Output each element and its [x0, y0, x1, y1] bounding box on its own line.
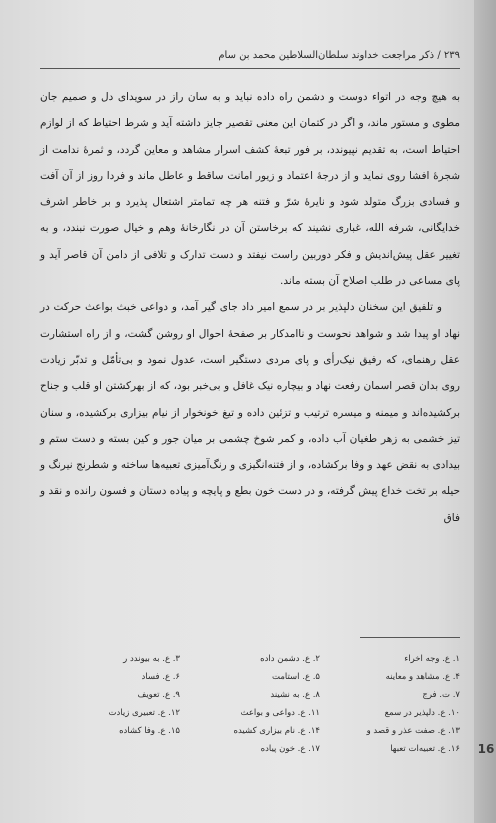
- header-rule: [40, 68, 460, 69]
- footnote: ۱۲. ع. تعبیری زیادت: [108, 708, 180, 718]
- footnote-row: [40, 686, 460, 704]
- footnote: ۱۳. ع. صفت عذر و قصد و: [366, 726, 460, 736]
- footnote: ۱۴. ع. نام بیزاری کشیده: [233, 726, 320, 736]
- footnote: ۱۵. ع. وفا کشاده: [119, 726, 180, 736]
- footnote: ۳. ع. به بیوندد ر: [123, 654, 180, 664]
- footnote: ۲. ع. دشمن داده: [260, 654, 320, 664]
- footnote-row: [40, 668, 460, 686]
- footnote-rule: [360, 637, 460, 638]
- body-text: [40, 84, 460, 531]
- footnote: ۷. ت. فرج: [422, 690, 460, 700]
- footnote: [40, 740, 180, 758]
- page-edge: [474, 0, 496, 823]
- footnote: ۸. ع. به نشیند: [270, 690, 320, 700]
- footnote-row: [40, 650, 460, 668]
- page-number: 16: [477, 742, 495, 756]
- footnote: ۱۱. ع. دواعی و بواعث: [240, 708, 320, 718]
- footnote: ۱. ع. وجه اخراء: [404, 654, 460, 664]
- footnote: ۱۰. ع. دلپذیر در سمع: [384, 708, 460, 718]
- footnote: ۴. ع. مشاهد و معاینه: [385, 672, 460, 682]
- footnotes: [40, 650, 460, 758]
- footnote-row: [40, 722, 460, 740]
- footnote: ۱۷. ع. خون پیاده: [260, 744, 320, 754]
- running-header: ۲۳۹ / ذکر مراجعت خداوند سلطان‌السلاطین محمد بن سام: [218, 50, 460, 61]
- footnote: ۱۶. ع. تعبیه‌ات تعبها: [390, 744, 460, 754]
- footnote-row: [40, 740, 460, 758]
- footnote: ۵. ع. استامت: [272, 672, 320, 682]
- paragraph: و تلفیق این سخنان دلپذیر بر در سمع امیر داد جای گیر آمد، و دواعی خبث بواعث حرکت در نهاد او پیدا شد و شواهد نحوست و ناامدکار بر صفحهٔ احوال او روشن گشت، و از راه استشارت عقل رهنمای، که رفیق نیک‌رأی و پای مردی دستگیر است، عدول نمود و بی‌تأمّل و تدبّر زیادت روی بدان قصر اسمان رفعت نهاد و بیچاره نیک غافل و بی‌خبر بود، که از بهرکشتن او قلب و جناح برکشیده‌اند و میمنه و میسره ترتیب و تزئین داده و تیغ خونخوار از نیام بیزاری برکشیده، و سنان تیز خشمی به زهر طغیان آب داده، و کمر شوخ چشمی بر میان جور و کین بسته و دست ستم و بیدادی به نقض عهد و وفا برکشاده، و از فتنه‌انگیزی و رنگ‌آمیزی تعبیه‌ها ساخته و شطرنج نیرنگ و حیله بر تخت خداع پیش گرفته، و در دست خون بطع و پایچه و پیاده دستان و فسون رانده و نقد و فاق: [40, 301, 460, 524]
- footnote: ۶. ع. فساد: [141, 672, 180, 682]
- footnote-row: [40, 704, 460, 722]
- paragraph: به هیچ وجه در اتواء دوست و دشمن راه داده نباید و به سان راز در سویدای دل و صمیم جان مطوی و مستور ماند، و اگر در کتمان این معنی تقصیر جایز داشته آید و شرط احتیاط که از لوازم احتیاط است، به تقدیم نپیوندد، بر فور تبعهٔ کشف اسرار مشاهد و معاین گردد، و ثمرهٔ ندامت از شجرهٔ افشا روی نماید و از درجهٔ اعتماد و زیور امانت ساقط و عاطل ماند و فردا روز از آن آفت و فسادی بزرگ متولد شود و نایرهٔ شرّ و فتنه هر چه تمامتر اشتعال پذیرد و بر خاطر اشرف خدایگانی، شرفه الله، غباری نشیند که برخاستن آن در نگارخانهٔ وهم و خیال صورت نبندد، و به تغییر عقل پیش‌اندیش و فکر دوربین راست نیفتد و دست تدارک و تلافی از دامن آن قاصر آید و پای مساعی در طلب اصلاح آن بسته ماند.: [40, 91, 460, 288]
- footnote: ۹. ع. تعویف: [137, 690, 180, 700]
